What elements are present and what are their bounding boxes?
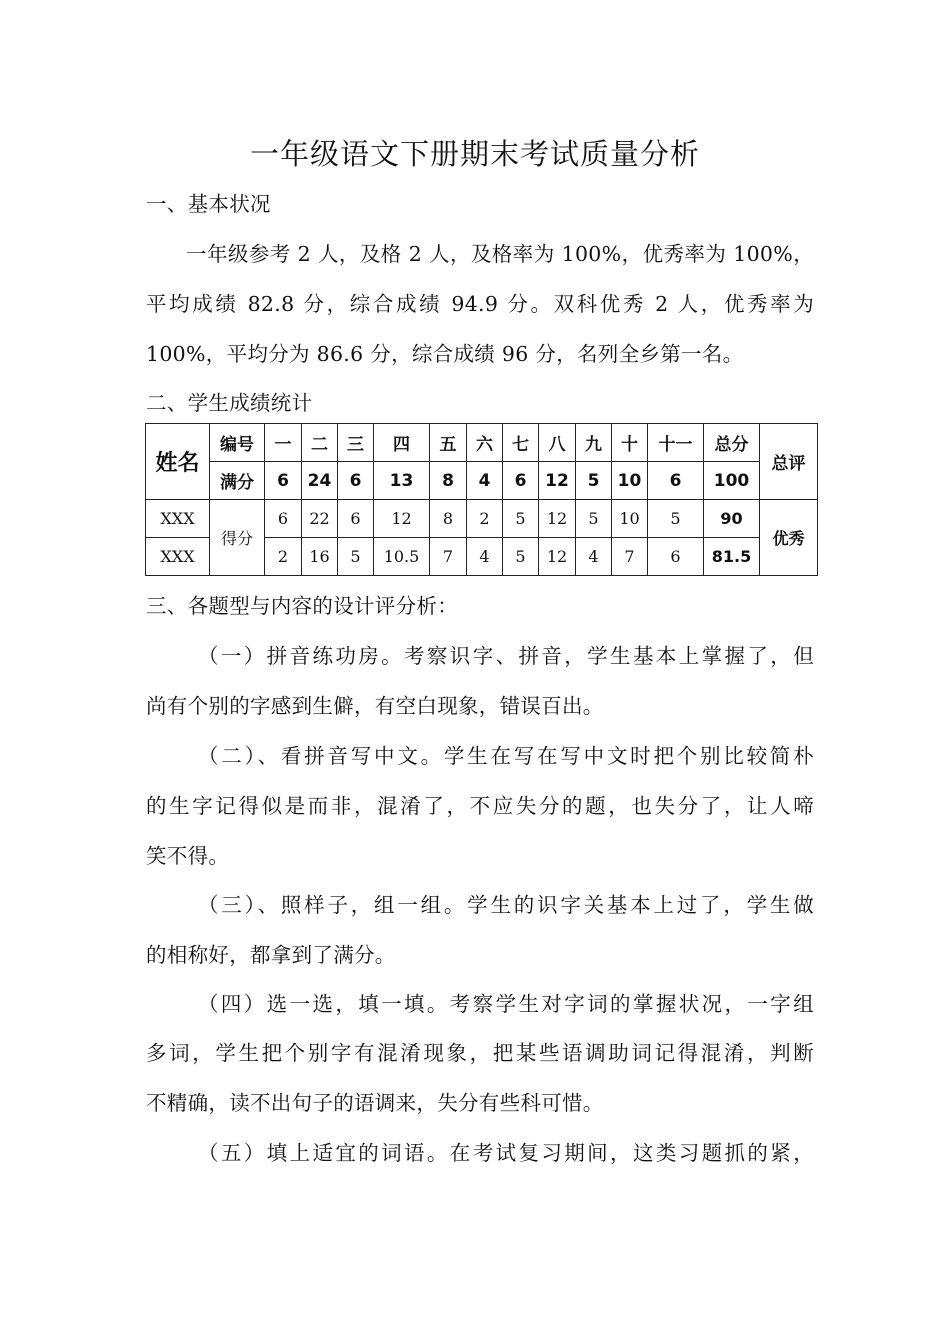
full-mark: 6 — [503, 462, 539, 500]
full-mark: 6 — [648, 462, 704, 500]
section-heading-basic: 一、基本状况 — [146, 192, 271, 216]
score-cell: 6 — [648, 538, 704, 576]
total-score: 90 — [704, 500, 760, 538]
paragraph-line: 的相称好，都拿到了满分。 — [146, 943, 396, 967]
score-cell: 5 — [338, 538, 374, 576]
score-cell: 8 — [430, 500, 467, 538]
paragraph-line: （三）、照样子，组一组。学生的识字关基本上过了，学生做 — [198, 893, 814, 917]
paragraph-line: （五）填上适宜的词语。在考试复习期间，这类习题抓的紧， — [198, 1141, 814, 1165]
section-heading-stats: 二、学生成绩统计 — [146, 391, 313, 415]
score-cell: 6 — [338, 500, 374, 538]
section-heading-analysis: 三、各题型与内容的设计评分析： — [146, 594, 458, 618]
question-header: 十 — [612, 424, 648, 462]
full-mark: 10 — [612, 462, 648, 500]
paragraph-line: （四）选一选，填一填。考察学生对字词的掌握状况，一字组 — [198, 992, 814, 1016]
paragraph-line: 100%，平均分为 86.6 分，综合成绩 96 分，名列全乡第一名。 — [146, 342, 744, 366]
score-cell: 10 — [612, 500, 648, 538]
full-mark: 5 — [576, 462, 612, 500]
score-cell: 5 — [648, 500, 704, 538]
score-cell: 7 — [430, 538, 467, 576]
full-mark: 12 — [539, 462, 576, 500]
score-cell: 2 — [467, 500, 503, 538]
table-row — [146, 500, 818, 538]
full-mark-total: 100 — [704, 462, 760, 500]
question-header: 十一 — [648, 424, 704, 462]
full-label: 满分 — [210, 462, 265, 500]
score-cell: 22 — [302, 500, 338, 538]
total-header: 总分 — [704, 424, 760, 462]
paragraph-line: 多词，学生把个别字有混淆现象，把某些语调助词记得混淆，判断 — [146, 1041, 814, 1065]
paragraph-line: 笑不得。 — [146, 844, 230, 868]
paragraph-line: 一年级参考 2 人，及格 2 人，及格率为 100%，优秀率为 100%， — [186, 242, 814, 266]
paragraph-line: （一）拼音练功房。考察识字、拼音，学生基本上掌握了，但 — [198, 644, 814, 668]
name-header: 姓名 — [146, 424, 210, 500]
paragraph-line: 平均成绩 82.8 分，综合成绩 94.9 分。双科优秀 2 人，优秀率为 — [146, 292, 814, 316]
question-header: 七 — [503, 424, 539, 462]
student-name: XXX — [146, 538, 210, 576]
score-cell: 2 — [265, 538, 302, 576]
table-row — [146, 462, 818, 500]
paragraph-line: （二）、看拼音写中文。学生在写在写中文时把个别比较简朴 — [198, 744, 814, 768]
rating-header: 总评 — [760, 424, 818, 500]
question-header: 三 — [338, 424, 374, 462]
full-mark: 4 — [467, 462, 503, 500]
question-header: 四 — [374, 424, 430, 462]
full-mark: 13 — [374, 462, 430, 500]
total-score: 81.5 — [704, 538, 760, 576]
table-row — [146, 424, 818, 462]
score-cell: 4 — [467, 538, 503, 576]
question-header: 一 — [265, 424, 302, 462]
question-header: 九 — [576, 424, 612, 462]
rating-cell: 优秀 — [760, 500, 818, 576]
full-mark: 8 — [430, 462, 467, 500]
score-cell: 12 — [374, 500, 430, 538]
score-cell: 5 — [503, 538, 539, 576]
number-label: 编号 — [210, 424, 265, 462]
score-cell: 5 — [576, 500, 612, 538]
full-mark: 6 — [265, 462, 302, 500]
full-mark: 24 — [302, 462, 338, 500]
score-label: 得分 — [210, 500, 265, 576]
score-cell: 10.5 — [374, 538, 430, 576]
full-mark: 6 — [338, 462, 374, 500]
question-header: 五 — [430, 424, 467, 462]
question-header: 六 — [467, 424, 503, 462]
student-name: XXX — [146, 500, 210, 538]
score-cell: 12 — [539, 500, 576, 538]
score-cell: 6 — [265, 500, 302, 538]
question-header: 八 — [539, 424, 576, 462]
paragraph-line: 不精确，读不出句子的语调来，失分有些科可惜。 — [146, 1091, 604, 1115]
score-cell: 4 — [576, 538, 612, 576]
paragraph-line: 的生字记得似是而非，混淆了，不应失分的题，也失分了，让人啼 — [146, 794, 814, 818]
question-header: 二 — [302, 424, 338, 462]
score-table — [145, 423, 818, 576]
score-cell: 7 — [612, 538, 648, 576]
paragraph-line: 尚有个别的字感到生僻，有空白现象，错误百出。 — [146, 694, 604, 718]
score-cell: 12 — [539, 538, 576, 576]
score-cell: 5 — [503, 500, 539, 538]
score-cell: 16 — [302, 538, 338, 576]
document-title: 一年级语文下册期末考试质量分析 — [249, 137, 700, 171]
